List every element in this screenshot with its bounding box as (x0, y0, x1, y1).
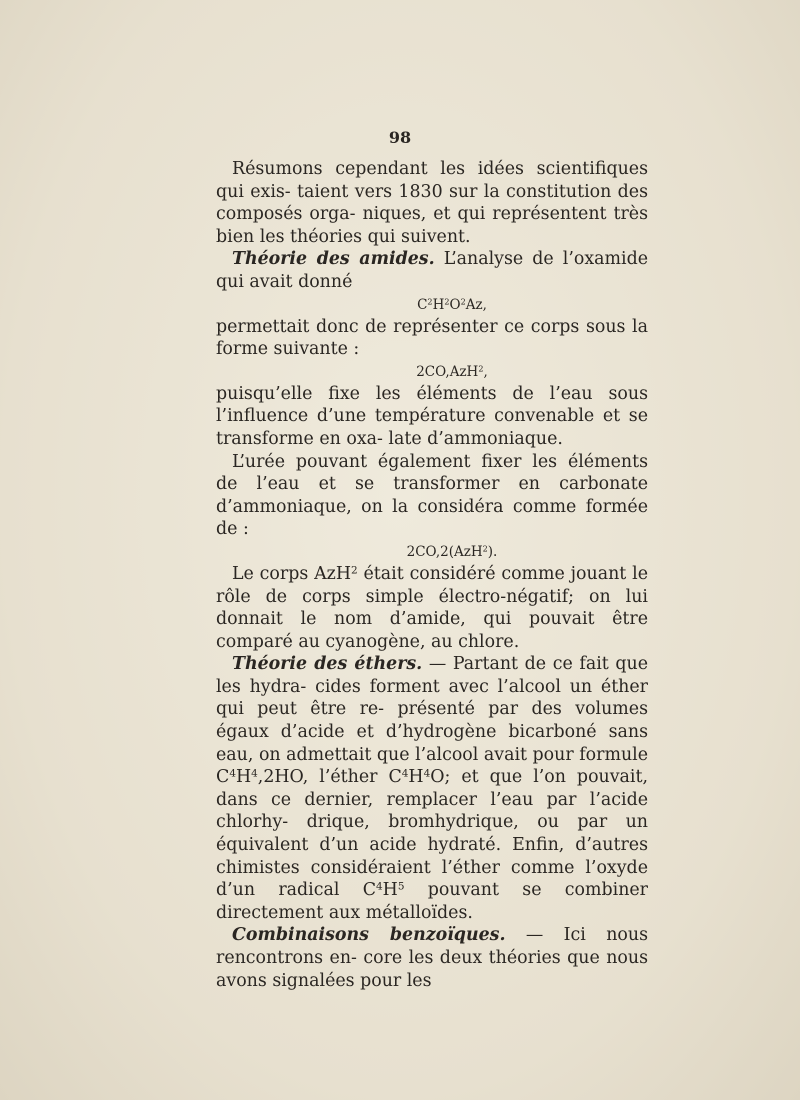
text-line: bicarboné sans eau, on admettait que l’alcool avait pour (216, 722, 649, 765)
text-sup: 2 (351, 564, 358, 577)
formula-part: 2CO,AzH (416, 363, 479, 380)
formula-part: ). (487, 543, 498, 560)
text-sup: 4 (251, 767, 258, 780)
text-part: était considéré comme jouant le (357, 563, 648, 584)
text-sup: 4 (401, 767, 409, 780)
text-line: drique, bromhydrique, ou par un équivalent d’un acide (216, 812, 648, 856)
text-line: puisqu’elle fixe les éléments de l’eau sous l’influence (216, 383, 648, 427)
text-line: L’analyse de l’oxamide qui avait (216, 249, 648, 292)
paragraph-intro (216, 158, 648, 248)
text-line: donné (298, 271, 353, 292)
text-part: pouvant se combiner (404, 880, 649, 901)
paragraph-eau (216, 383, 648, 451)
formula-part: H (432, 296, 445, 313)
text-line: hydraté. Enfin, d’autres chimistes considéraient l’éther (216, 835, 648, 878)
text-line: nom d’amide, qui pouvait être comparé au cyanogène, (216, 609, 648, 652)
formula-sup: 2 (444, 296, 450, 307)
formula-part: Az, (465, 296, 487, 313)
formula-sup: 2 (482, 543, 488, 554)
text-part: formule C (216, 744, 648, 788)
paragraph-uree (216, 451, 648, 541)
text-line: — Ici nous rencontrons en- (216, 925, 648, 968)
text-line: et se transformer en carbonate d’ammoniaque, on la (216, 474, 648, 517)
formula-part: 2CO,2(AzH (406, 543, 483, 560)
text-line: permettait donc de représenter ce corps sous la forme (216, 316, 648, 360)
paragraph-amides (216, 248, 648, 293)
text-line: late d’ammoniaque. (388, 428, 563, 449)
text-line: dans ce dernier, remplacer l’eau par l’acide chlorhy- (216, 789, 648, 833)
text-line: rôle de corps simple électro-négatif; on lui donnait le (216, 586, 648, 630)
text-line: — Partant de ce fait que les hydra- (216, 654, 648, 697)
paragraph-ethers (216, 653, 648, 924)
paragraph-benzoiques (216, 924, 648, 992)
text-line: cides forment avec l’alcool un éther qui peut être re- (216, 676, 648, 720)
text-line: suivent. (401, 226, 471, 247)
text-part: O; et que l’on pouvait, (430, 767, 649, 788)
section-title-ethers: Théorie des éthers. (232, 654, 423, 675)
formula-part: C (417, 296, 428, 313)
text-line: suivante : (273, 339, 360, 360)
text-sup: 4 (376, 880, 383, 893)
formula-uree (216, 541, 648, 563)
formula-amide (216, 361, 648, 383)
paragraph-forme (216, 316, 648, 361)
text-line: core les deux théories que nous avons signalées pour les (216, 948, 648, 991)
section-title-amides: Théorie des amides. (232, 249, 435, 270)
text-line: au chlore. (431, 631, 520, 652)
formula-part: , (483, 363, 488, 380)
body-text (216, 158, 648, 992)
text-line: directement aux métalloïdes. (216, 902, 473, 923)
section-title-benzoiques: Combinaisons benzoïques. (232, 925, 506, 946)
formula-part: O (449, 296, 461, 313)
formula-sup: 2 (460, 296, 466, 307)
text-line: d’une température convenable et se transforme en oxa- (216, 406, 648, 449)
text-line: Résumons cependant les idées scientifiques qui exis- (216, 159, 648, 202)
text-sup: 4 (423, 767, 431, 780)
text-sup: 5 (397, 880, 405, 893)
text-part: comme l’oxyde d’un radical C (216, 857, 648, 901)
paragraph-corps (216, 563, 648, 653)
text-line: niques, et qui représentent très bien les théories qui (216, 204, 648, 247)
text-line: L’urée pouvant également fixer les éléments de l’eau (216, 451, 648, 495)
text-part: ,2HO, l’éther C (257, 767, 402, 788)
text-part: H (235, 767, 252, 788)
text-sup: 4 (229, 767, 236, 780)
text-part: Le corps AzH (232, 563, 352, 584)
page-number: 98 (388, 128, 412, 147)
text-part: H (382, 880, 398, 901)
formula-oxamide (216, 294, 648, 316)
text-line: taient vers 1830 sur la constitution des composés orga- (216, 181, 648, 225)
formula-sup: 2 (427, 296, 433, 307)
formula-sup: 2 (478, 363, 484, 374)
text-line: considéra comme formée de : (216, 496, 649, 540)
text-part: H (408, 767, 424, 788)
text-line: présenté par des volumes égaux d’acide et d’hydrogène (216, 699, 649, 743)
